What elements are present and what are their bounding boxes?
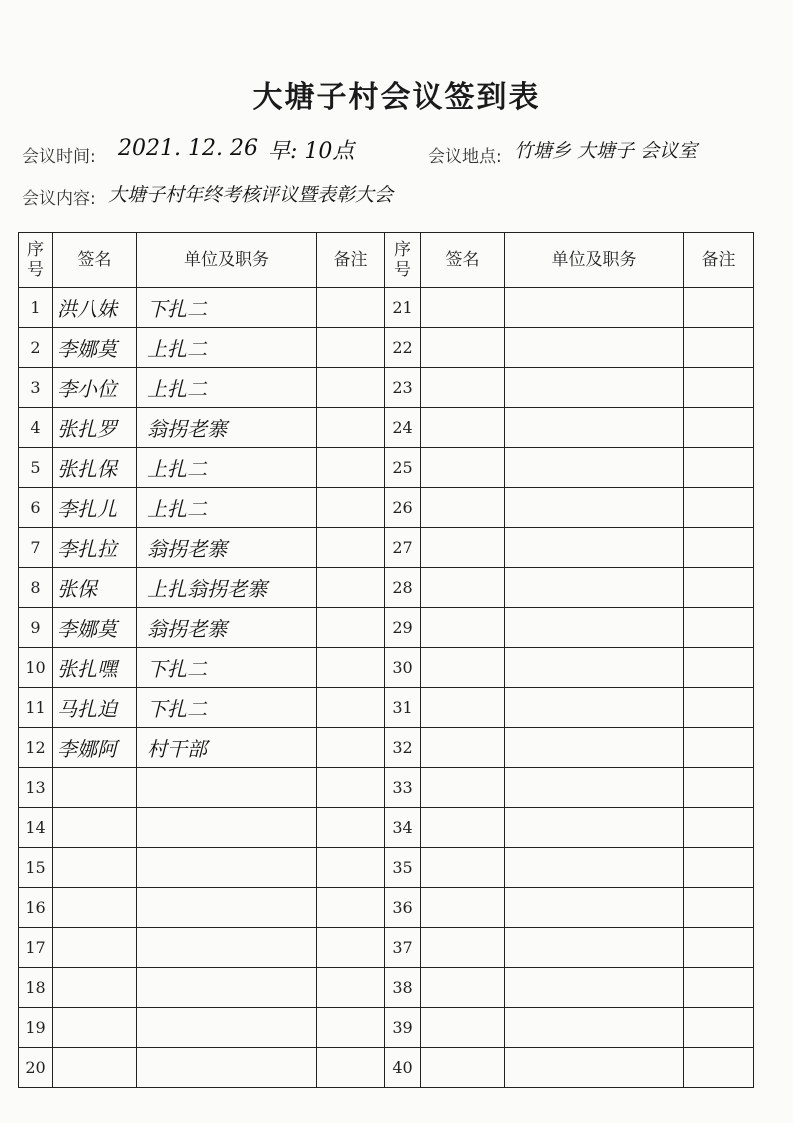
signature-cell (53, 968, 137, 1008)
signature-cell-right (421, 288, 505, 328)
unit-cell (137, 808, 317, 848)
note-cell (317, 288, 385, 328)
row-number: 10 (19, 648, 53, 688)
row-number: 20 (19, 1048, 53, 1088)
note-cell-right (684, 288, 754, 328)
note-cell-right (684, 1048, 754, 1088)
row-number: 14 (19, 808, 53, 848)
signature-cell: 李小位 (53, 368, 137, 408)
table-row (19, 848, 754, 888)
row-number: 4 (19, 408, 53, 448)
signature-cell (53, 1048, 137, 1088)
note-cell-right (684, 648, 754, 688)
table-row (19, 728, 754, 768)
row-number: 2 (19, 328, 53, 368)
signature-cell: 马扎迫 (53, 688, 137, 728)
meeting-time-extra: 早: 10点 (268, 139, 355, 164)
signature-cell (53, 848, 137, 888)
note-cell (317, 688, 385, 728)
note-cell-right (684, 888, 754, 928)
unit-cell (137, 768, 317, 808)
signature-cell-right (421, 568, 505, 608)
row-number: 15 (19, 848, 53, 888)
row-number: 8 (19, 568, 53, 608)
signature-cell-right (421, 848, 505, 888)
signature-cell-right (421, 368, 505, 408)
meeting-place-value: 竹塘乡 大塘子 会议室 (514, 140, 698, 162)
table-row (19, 288, 754, 328)
unit-cell: 下扎二 (137, 688, 317, 728)
unit-cell-right (505, 408, 684, 448)
row-number: 9 (19, 608, 53, 648)
header-unit: 单位及职务 (137, 233, 317, 288)
note-cell-right (684, 448, 754, 488)
unit-cell-right (505, 1008, 684, 1048)
row-number-right: 27 (385, 528, 421, 568)
signature-cell: 张扎嘿 (53, 648, 137, 688)
header-seq-right: 序号 (385, 233, 421, 288)
signature-cell-right (421, 1008, 505, 1048)
unit-cell-right (505, 288, 684, 328)
unit-cell: 翁拐老寨 (137, 408, 317, 448)
row-number-right: 37 (385, 928, 421, 968)
unit-cell (137, 1008, 317, 1048)
note-cell-right (684, 488, 754, 528)
row-number-right: 35 (385, 848, 421, 888)
table-row (19, 968, 754, 1008)
unit-cell-right (505, 728, 684, 768)
row-number-right: 36 (385, 888, 421, 928)
row-number-right: 24 (385, 408, 421, 448)
unit-cell-right (505, 328, 684, 368)
note-cell (317, 808, 385, 848)
row-number-right: 23 (385, 368, 421, 408)
signature-cell (53, 1008, 137, 1048)
meeting-time-label: 会议时间: (22, 147, 96, 167)
note-cell (317, 528, 385, 568)
note-cell (317, 328, 385, 368)
meeting-time-value: 2021. 12. 26 (118, 136, 258, 161)
table-row (19, 448, 754, 488)
unit-cell-right (505, 448, 684, 488)
unit-cell: 翁拐老寨 (137, 608, 317, 648)
signature-cell-right (421, 928, 505, 968)
note-cell (317, 408, 385, 448)
header-seq: 序号 (19, 233, 53, 288)
note-cell-right (684, 808, 754, 848)
note-cell (317, 448, 385, 488)
row-number-right: 26 (385, 488, 421, 528)
signature-cell-right (421, 448, 505, 488)
signature-cell: 李娜阿 (53, 728, 137, 768)
sign-in-table (18, 232, 754, 1088)
unit-cell-right (505, 688, 684, 728)
row-number-right: 33 (385, 768, 421, 808)
signature-cell-right (421, 808, 505, 848)
row-number-right: 22 (385, 328, 421, 368)
signature-cell-right (421, 768, 505, 808)
row-number: 16 (19, 888, 53, 928)
signature-cell-right (421, 328, 505, 368)
unit-cell-right (505, 968, 684, 1008)
signature-cell-right (421, 728, 505, 768)
unit-cell-right (505, 488, 684, 528)
note-cell (317, 1048, 385, 1088)
table-row (19, 768, 754, 808)
note-cell (317, 608, 385, 648)
unit-cell-right (505, 888, 684, 928)
row-number: 18 (19, 968, 53, 1008)
row-number: 13 (19, 768, 53, 808)
signature-cell: 李娜莫 (53, 328, 137, 368)
table-row (19, 688, 754, 728)
unit-cell (137, 928, 317, 968)
signature-cell: 张扎罗 (53, 408, 137, 448)
row-number: 6 (19, 488, 53, 528)
note-cell (317, 928, 385, 968)
row-number: 5 (19, 448, 53, 488)
unit-cell: 翁拐老寨 (137, 528, 317, 568)
row-number: 11 (19, 688, 53, 728)
unit-cell: 下扎二 (137, 288, 317, 328)
unit-cell-right (505, 648, 684, 688)
row-number-right: 29 (385, 608, 421, 648)
signature-cell: 张保 (53, 568, 137, 608)
unit-cell-right (505, 528, 684, 568)
unit-cell-right (505, 368, 684, 408)
header-name-right: 签名 (421, 233, 505, 288)
header-note-right: 备注 (684, 233, 754, 288)
table-row (19, 408, 754, 448)
note-cell-right (684, 688, 754, 728)
unit-cell-right (505, 568, 684, 608)
table-row (19, 648, 754, 688)
page-title: 大塘子村会议签到表 (252, 80, 541, 115)
row-number-right: 40 (385, 1048, 421, 1088)
row-number-right: 38 (385, 968, 421, 1008)
meeting-place-label: 会议地点: (428, 147, 502, 167)
unit-cell: 下扎二 (137, 648, 317, 688)
signature-cell-right (421, 488, 505, 528)
signature-cell: 洪八妹 (53, 288, 137, 328)
table-row (19, 328, 754, 368)
unit-cell: 上扎二 (137, 448, 317, 488)
row-number-right: 30 (385, 648, 421, 688)
signature-cell: 李扎儿 (53, 488, 137, 528)
note-cell (317, 368, 385, 408)
note-cell (317, 728, 385, 768)
note-cell-right (684, 728, 754, 768)
signature-cell-right (421, 648, 505, 688)
header-name: 签名 (53, 233, 137, 288)
row-number-right: 21 (385, 288, 421, 328)
note-cell-right (684, 928, 754, 968)
note-cell-right (684, 568, 754, 608)
table-row (19, 888, 754, 928)
table-row (19, 1048, 754, 1088)
note-cell-right (684, 608, 754, 648)
row-number: 7 (19, 528, 53, 568)
unit-cell-right (505, 768, 684, 808)
row-number-right: 34 (385, 808, 421, 848)
unit-cell-right (505, 848, 684, 888)
signature-cell-right (421, 888, 505, 928)
note-cell-right (684, 848, 754, 888)
unit-cell (137, 888, 317, 928)
table-row (19, 1008, 754, 1048)
signature-cell: 李扎拉 (53, 528, 137, 568)
note-cell (317, 568, 385, 608)
note-cell-right (684, 768, 754, 808)
table-row (19, 928, 754, 968)
note-cell (317, 968, 385, 1008)
note-cell-right (684, 408, 754, 448)
signature-cell-right (421, 1048, 505, 1088)
signature-cell (53, 888, 137, 928)
row-number: 19 (19, 1008, 53, 1048)
unit-cell (137, 1048, 317, 1088)
note-cell (317, 488, 385, 528)
table-row (19, 608, 754, 648)
header-unit-right: 单位及职务 (505, 233, 684, 288)
unit-cell-right (505, 1048, 684, 1088)
row-number-right: 25 (385, 448, 421, 488)
note-cell (317, 888, 385, 928)
note-cell-right (684, 368, 754, 408)
note-cell (317, 848, 385, 888)
row-number-right: 32 (385, 728, 421, 768)
unit-cell-right (505, 928, 684, 968)
unit-cell (137, 848, 317, 888)
signature-cell: 李娜莫 (53, 608, 137, 648)
signature-cell-right (421, 608, 505, 648)
table-row (19, 808, 754, 848)
unit-cell: 上扎翁拐老寨 (137, 568, 317, 608)
unit-cell: 上扎二 (137, 328, 317, 368)
row-number: 1 (19, 288, 53, 328)
meeting-content-label: 会议内容: (22, 189, 96, 209)
table-row (19, 368, 754, 408)
unit-cell: 村干部 (137, 728, 317, 768)
meeting-content-value: 大塘子村年终考核评议暨表彰大会 (108, 184, 394, 206)
table-row (19, 528, 754, 568)
signature-cell-right (421, 968, 505, 1008)
row-number: 17 (19, 928, 53, 968)
header-note: 备注 (317, 233, 385, 288)
note-cell (317, 1008, 385, 1048)
unit-cell-right (505, 808, 684, 848)
note-cell-right (684, 328, 754, 368)
row-number-right: 39 (385, 1008, 421, 1048)
note-cell (317, 648, 385, 688)
signature-cell-right (421, 528, 505, 568)
note-cell-right (684, 968, 754, 1008)
signature-cell (53, 768, 137, 808)
row-number: 12 (19, 728, 53, 768)
row-number-right: 28 (385, 568, 421, 608)
signature-cell (53, 928, 137, 968)
table-row (19, 488, 754, 528)
signature-cell (53, 808, 137, 848)
table-row (19, 568, 754, 608)
signature-cell-right (421, 408, 505, 448)
table-header-row (19, 233, 754, 288)
unit-cell-right (505, 608, 684, 648)
signature-cell: 张扎保 (53, 448, 137, 488)
note-cell-right (684, 528, 754, 568)
note-cell-right (684, 1008, 754, 1048)
unit-cell: 上扎二 (137, 368, 317, 408)
unit-cell: 上扎二 (137, 488, 317, 528)
signature-cell-right (421, 688, 505, 728)
note-cell (317, 768, 385, 808)
row-number: 3 (19, 368, 53, 408)
row-number-right: 31 (385, 688, 421, 728)
unit-cell (137, 968, 317, 1008)
